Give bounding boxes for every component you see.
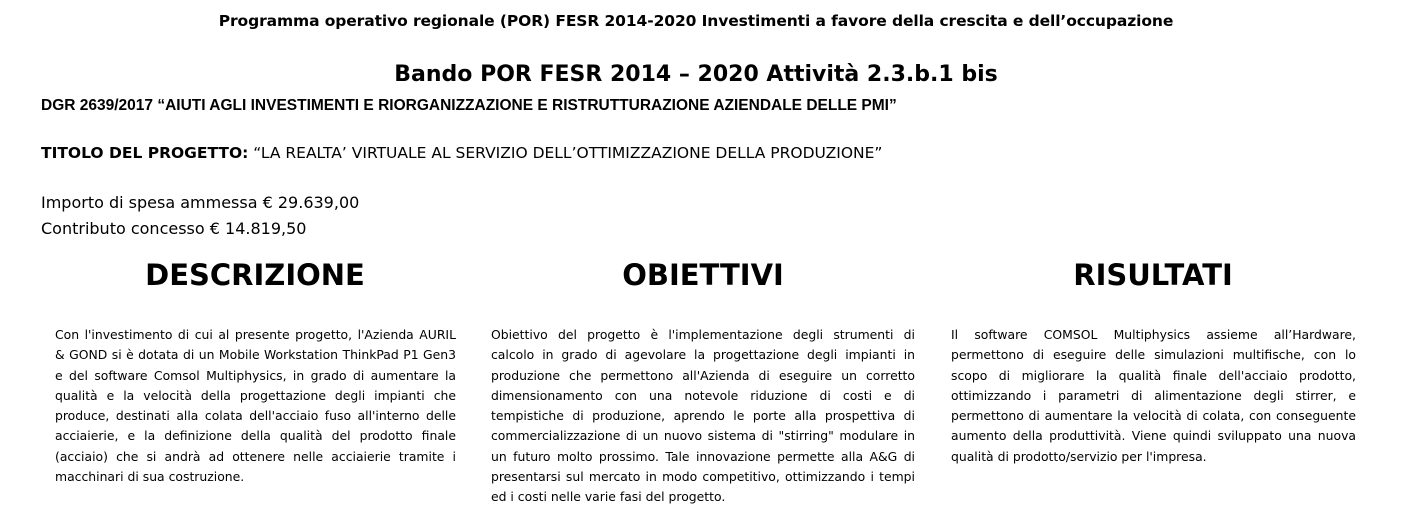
project-title-value: “LA REALTA’ VIRTUALE AL SERVIZIO DELL’OTTIMIZZAZIONE DELLA PRODUZIONE”	[248, 144, 883, 162]
project-title	[41, 144, 882, 162]
descrizione-heading: DESCRIZIONE	[145, 258, 365, 292]
contributo-concesso: Contributo concesso € 14.819,50	[41, 219, 307, 238]
risultati-text: Il software COMSOL Multiphysics assieme all’Hardware, permettono di eseguire delle simulazioni multifische, con lo scopo di migliorare la qualità finale dell'acciaio prodotto, ottimizzando i parametri di alimentazione degli stirrer, e permettono di aumentare la velocità di colata, con conseguente aumento della produttività. Viene quindi sviluppato una nuova qualità di prodotto/servizio per l'impresa.	[951, 327, 1356, 464]
obiettivi-heading: OBIETTIVI	[622, 258, 784, 292]
importo-spesa: Importo di spesa ammessa € 29.639,00	[41, 193, 360, 212]
bando-title: Bando POR FESR 2014 – 2020 Attività 2.3.b.1 bis	[394, 62, 998, 87]
project-title-label: TITOLO DEL PROGETTO:	[41, 144, 249, 162]
descrizione-text: Con l'investimento di cui al presente progetto, l'Azienda AURIL & GOND si è dotata di un Mobile Workstation ThinkPad P1 Gen3 e del software Comsol Multiphysics, in grado di aumentare la qualità e la velocità della progettazione degli impianti che produce, destinati alla colata dell'acciaio fuso all'interno delle acciaierie, e la definizione della qualità del prodotto finale (acciaio) che si andrà ad ottenere nelle acciaierie tramite i macchinari di sua costruzione.	[55, 327, 456, 485]
dgr-subtitle: DGR 2639/2017 “AIUTI AGLI INVESTIMENTI E RIORGANIZZAZIONE E RISTRUTTURAZIONE AZIENDALE DELLE PMI”	[41, 97, 897, 114]
risultati-heading: RISULTATI	[1073, 258, 1233, 292]
obiettivi-text: Obiettivo del progetto è l'implementazione degli strumenti di calcolo in grado di agevolare la progettazione degli impianti in produzione che permettono all'Azienda di eseguire un corretto dimensionamento con una notevole riduzione di costi e di tempistiche di produzione, aprendo le porte alla prospettiva di commercializzazione di un nuovo sistema di "stirring" modulare in un futuro molto prossimo. Tale innovazione permette alla A&G di presentarsi sul mercato in modo competitivo, ottimizzando i tempi ed i costi nelle varie fasi del progetto.	[491, 327, 915, 505]
program-title: Programma operativo regionale (POR) FESR 2014-2020 Investimenti a favore della crescita e dell’occupazione	[218, 12, 1174, 30]
